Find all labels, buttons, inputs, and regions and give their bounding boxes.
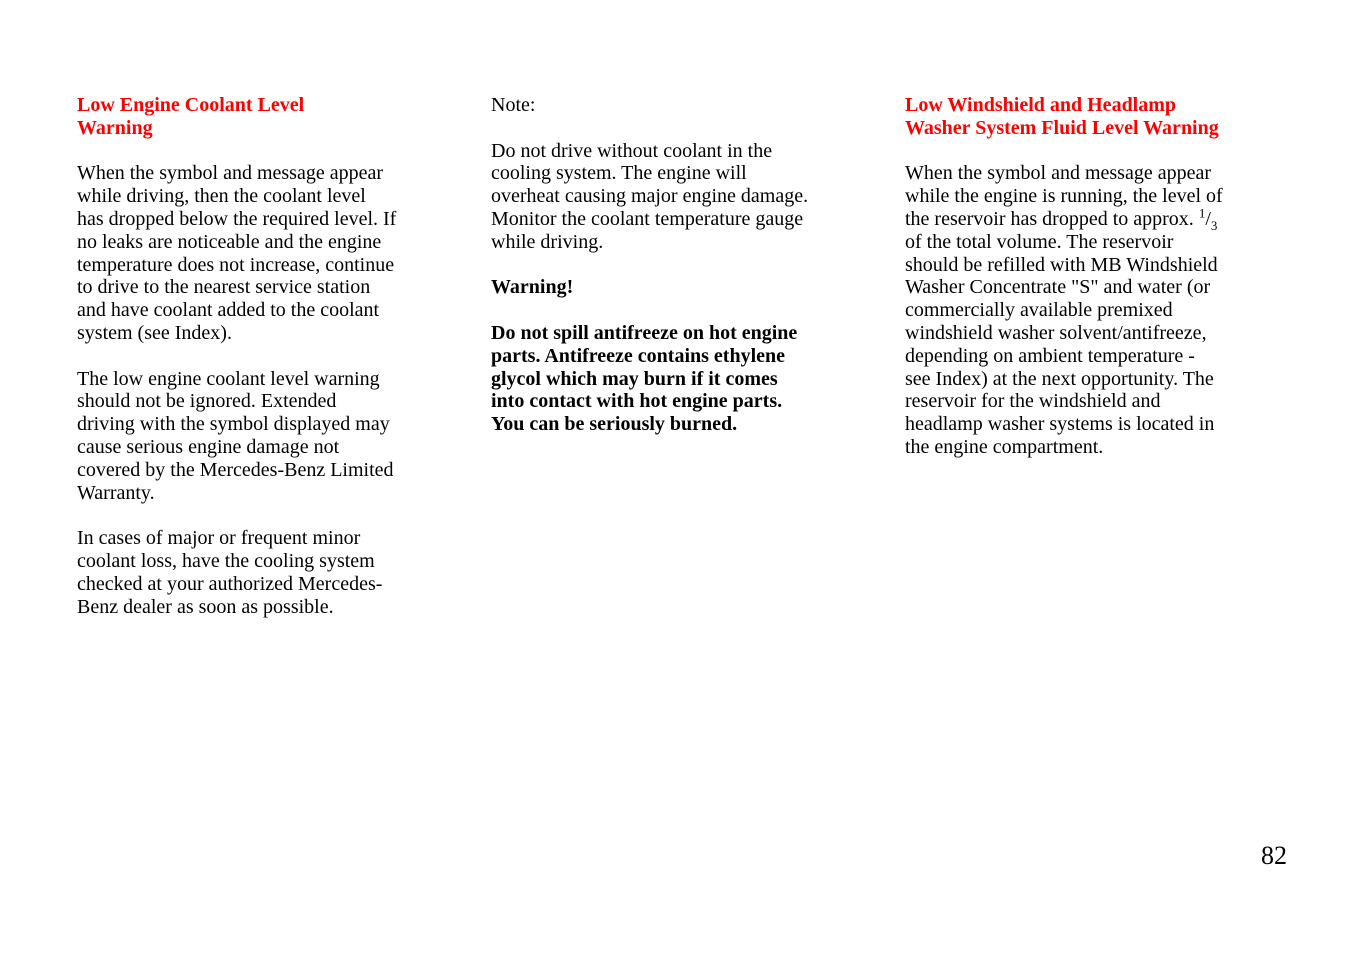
text-line-with-fraction bbox=[905, 205, 1277, 233]
heading-line: Washer System Fluid Level Warning bbox=[905, 116, 1219, 139]
text-line: Do not drive without coolant in the bbox=[491, 139, 773, 162]
text-line: The low engine coolant level warning bbox=[77, 367, 380, 390]
text-line: driving with the symbol displayed may bbox=[77, 413, 390, 436]
text-line: while driving. bbox=[491, 230, 604, 253]
section-heading-coolant-warning bbox=[77, 94, 449, 140]
text-line: temperature does not increase, continue bbox=[77, 253, 395, 276]
text-line: headlamp washer systems is located in bbox=[905, 413, 1215, 436]
text-line: while the engine is running, the level of bbox=[905, 185, 1223, 208]
text-line: Monitor the coolant temperature gauge bbox=[491, 207, 804, 230]
heading-line: Low Windshield and Headlamp bbox=[905, 94, 1177, 116]
section-heading-washer-fluid-warning bbox=[905, 94, 1277, 140]
text-line: while driving, then the coolant level bbox=[77, 185, 366, 208]
middle-column bbox=[491, 94, 863, 459]
fraction-slash: / bbox=[1205, 207, 1211, 230]
warning-paragraph bbox=[491, 322, 863, 436]
text-line: should not be ignored. Extended bbox=[77, 390, 337, 413]
note-paragraph bbox=[491, 140, 863, 254]
text-line: Washer Concentrate "S" and water (or bbox=[905, 276, 1211, 299]
text-fragment: the reservoir has dropped to approx. bbox=[905, 207, 1199, 230]
text-line: When the symbol and message appear bbox=[77, 162, 384, 185]
paragraph-warning-not-ignored bbox=[77, 368, 449, 505]
text-line: into contact with hot engine parts. bbox=[491, 390, 783, 413]
text-line: coolant loss, have the cooling system bbox=[77, 549, 375, 572]
text-line: cooling system. The engine will bbox=[491, 162, 747, 185]
text-line: parts. Antifreeze contains ethylene bbox=[491, 344, 786, 367]
text-line: system (see Index). bbox=[77, 321, 232, 344]
text-line: glycol which may burn if it comes bbox=[491, 367, 778, 390]
page-number: 82 bbox=[1261, 841, 1287, 870]
text-line: to drive to the nearest service station bbox=[77, 276, 371, 299]
fraction-numerator: 1 bbox=[1198, 205, 1206, 221]
text-line: overheat causing major engine damage. bbox=[491, 185, 809, 208]
text-line: Do not spill antifreeze on hot engine bbox=[491, 321, 798, 344]
right-column bbox=[905, 94, 1277, 482]
fraction-denominator: 3 bbox=[1210, 217, 1218, 233]
text-line: has dropped below the required level. If bbox=[77, 207, 397, 230]
text-line: Warranty. bbox=[77, 481, 155, 504]
paragraph-coolant-level-info bbox=[77, 162, 449, 344]
paragraph-washer-fluid-info bbox=[905, 162, 1277, 458]
text-line: the engine compartment. bbox=[905, 435, 1104, 458]
paragraph-coolant-loss bbox=[77, 527, 449, 618]
text-line: In cases of major or frequent minor bbox=[77, 527, 361, 550]
text-line: of the total volume. The reservoir bbox=[905, 230, 1174, 253]
text-line: commercially available premixed bbox=[905, 299, 1173, 322]
text-line: should be refilled with MB Windshield bbox=[905, 253, 1218, 276]
left-column bbox=[77, 94, 449, 641]
text-line: You can be seriously burned. bbox=[491, 413, 738, 436]
heading-line: Warning bbox=[77, 116, 153, 139]
text-line: depending on ambient temperature - bbox=[905, 344, 1195, 367]
warning-label: Warning! bbox=[491, 276, 574, 299]
note-label: Note: bbox=[491, 94, 536, 116]
text-line: no leaks are noticeable and the engine bbox=[77, 230, 382, 253]
text-line: covered by the Mercedes-Benz Limited bbox=[77, 458, 394, 481]
text-line: cause serious engine damage not bbox=[77, 435, 340, 458]
heading-line: Low Engine Coolant Level bbox=[77, 94, 305, 116]
text-line: windshield washer solvent/antifreeze, bbox=[905, 321, 1207, 344]
text-line: reservoir for the windshield and bbox=[905, 390, 1161, 413]
text-line: and have coolant added to the coolant bbox=[77, 299, 380, 322]
text-line: When the symbol and message appear bbox=[905, 162, 1212, 185]
text-line: checked at your authorized Mercedes- bbox=[77, 572, 383, 595]
text-line: see Index) at the next opportunity. The bbox=[905, 367, 1214, 390]
text-line: Benz dealer as soon as possible. bbox=[77, 595, 334, 618]
